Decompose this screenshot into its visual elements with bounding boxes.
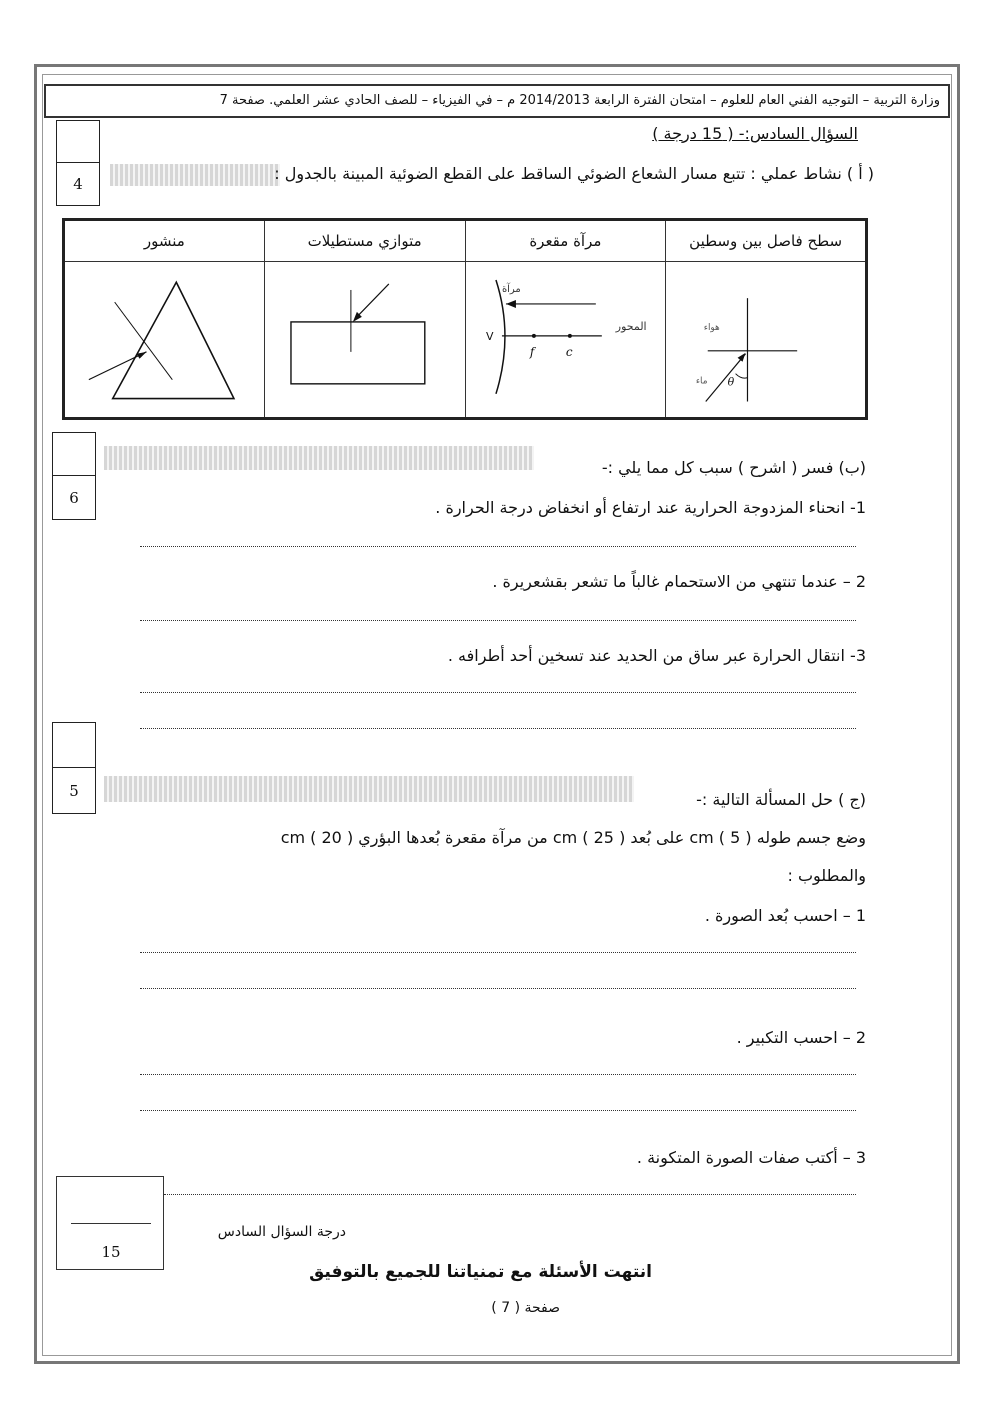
score-box-part-b [52, 432, 96, 520]
cell-prism [64, 262, 265, 419]
total-score-value: 15 [101, 1243, 121, 1261]
answer-line [140, 1110, 856, 1111]
closing-message: انتهت الأسئلة مع تمنياتنا للجميع بالتوفيق [309, 1262, 652, 1282]
part-a-label: ( أ ) نشاط عملي : تتبع مسار الشعاع الضوئي الساقط على القطع الضوئية المبينة بالجدول : [274, 164, 874, 183]
exam-header: وزارة التربية – التوجيه الفني العام للعلوم – امتحان الفترة الرابعة 2014/2013 م – في الفيزياء – للصف الحادي عشر العلمي. صفحة 7 [44, 84, 950, 118]
angle-arc [736, 374, 748, 378]
score-value-part-c: 5 [69, 781, 79, 800]
point-c-label: c [565, 344, 573, 359]
answer-line [140, 988, 856, 989]
answer-line [164, 1194, 856, 1195]
interface-diagram [666, 262, 865, 417]
mirror-curve [495, 280, 504, 394]
rect-block-shape [291, 322, 425, 384]
part-b-label: (ب) فسر ( اشرح ) سبب كل مما يلي :- [601, 458, 866, 477]
center-point [567, 334, 571, 338]
part-c-item-1: 1 – احسب بُعد الصورة . [704, 906, 866, 925]
answer-line [140, 952, 856, 953]
part-c-label: (ج ) حل المسألة التالية :- [696, 790, 866, 809]
score-value-part-b: 6 [69, 488, 79, 507]
angle-label: θ [727, 375, 735, 389]
optics-table [62, 218, 868, 420]
rect-incident-ray [355, 284, 389, 319]
header-prism: منشور [64, 220, 265, 262]
cell-interface [666, 262, 867, 419]
cell-concave-mirror [465, 262, 666, 419]
scan-shading [104, 446, 534, 470]
prism-incident-ray [89, 352, 147, 380]
header-interface: سطح فاصل بين وسطين [666, 220, 867, 262]
part-b-item-3: 3- انتقال الحرارة عبر ساق من الحديد عند تسخين أحد أطرافه . [447, 646, 866, 665]
total-score-label: درجة السؤال السادس [217, 1224, 346, 1240]
scan-shading [110, 164, 280, 186]
part-b-item-2: 2 – عندما تنتهي من الاستحمام غالباً ما تشعر بقشعريرة . [492, 572, 866, 591]
part-b-item-1: 1- انحناء المزدوجة الحرارية عند ارتفاع أو انخفاض درجة الحرارة . [435, 498, 866, 517]
prism-normal-line [115, 302, 173, 380]
axis-label: المحور [615, 319, 647, 333]
score-box-part-a [56, 120, 100, 206]
part-c-item-2: 2 – احسب التكبير . [736, 1028, 866, 1047]
medium-2-label: ماء [696, 376, 708, 387]
rect-block-diagram [265, 262, 465, 417]
page-number: صفحة ( 7 ) [491, 1300, 560, 1316]
question-title-text: السؤال السادس:- ( 15 درجة ) [652, 124, 858, 143]
question-title [652, 124, 858, 143]
point-f-label: f [529, 344, 534, 359]
required-label: والمطلوب : [787, 866, 866, 885]
score-divider [71, 1223, 151, 1224]
part-c-item-3: 3 – أكتب صفات الصورة المتكونة . [636, 1148, 866, 1167]
interface-ray-arrow [738, 353, 746, 362]
answer-line [140, 692, 856, 693]
mirror-ray-arrow [505, 300, 515, 308]
answer-line [140, 546, 856, 547]
score-blank [57, 121, 99, 163]
score-value-part-a: 4 [73, 175, 83, 193]
prism-shape [113, 282, 234, 398]
header-rect-block: متوازي مستطيلات [264, 220, 465, 262]
header-concave-mirror: مرآة مقعرة [465, 220, 666, 262]
mirror-label: مرآة [501, 283, 521, 295]
score-box-part-c [52, 722, 96, 814]
concave-mirror-diagram [466, 262, 666, 417]
answer-line [140, 1074, 856, 1075]
medium-1-label: هواء [704, 322, 721, 333]
prism-diagram [65, 262, 264, 417]
scan-shading [104, 776, 634, 802]
total-score-box [56, 1176, 164, 1270]
cell-rect-block [264, 262, 465, 419]
interface-incident-ray [706, 354, 746, 402]
score-blank [53, 433, 95, 476]
problem-statement: وضع جسم طوله cm ( 5 ) على بُعد cm ( 25 ) من مرآة مقعرة بُعدها البؤري cm ( 20 ) [280, 828, 866, 847]
focus-point [531, 334, 535, 338]
answer-line [140, 728, 856, 729]
answer-line [140, 620, 856, 621]
score-blank [53, 723, 95, 768]
point-v-label: V [485, 329, 493, 343]
